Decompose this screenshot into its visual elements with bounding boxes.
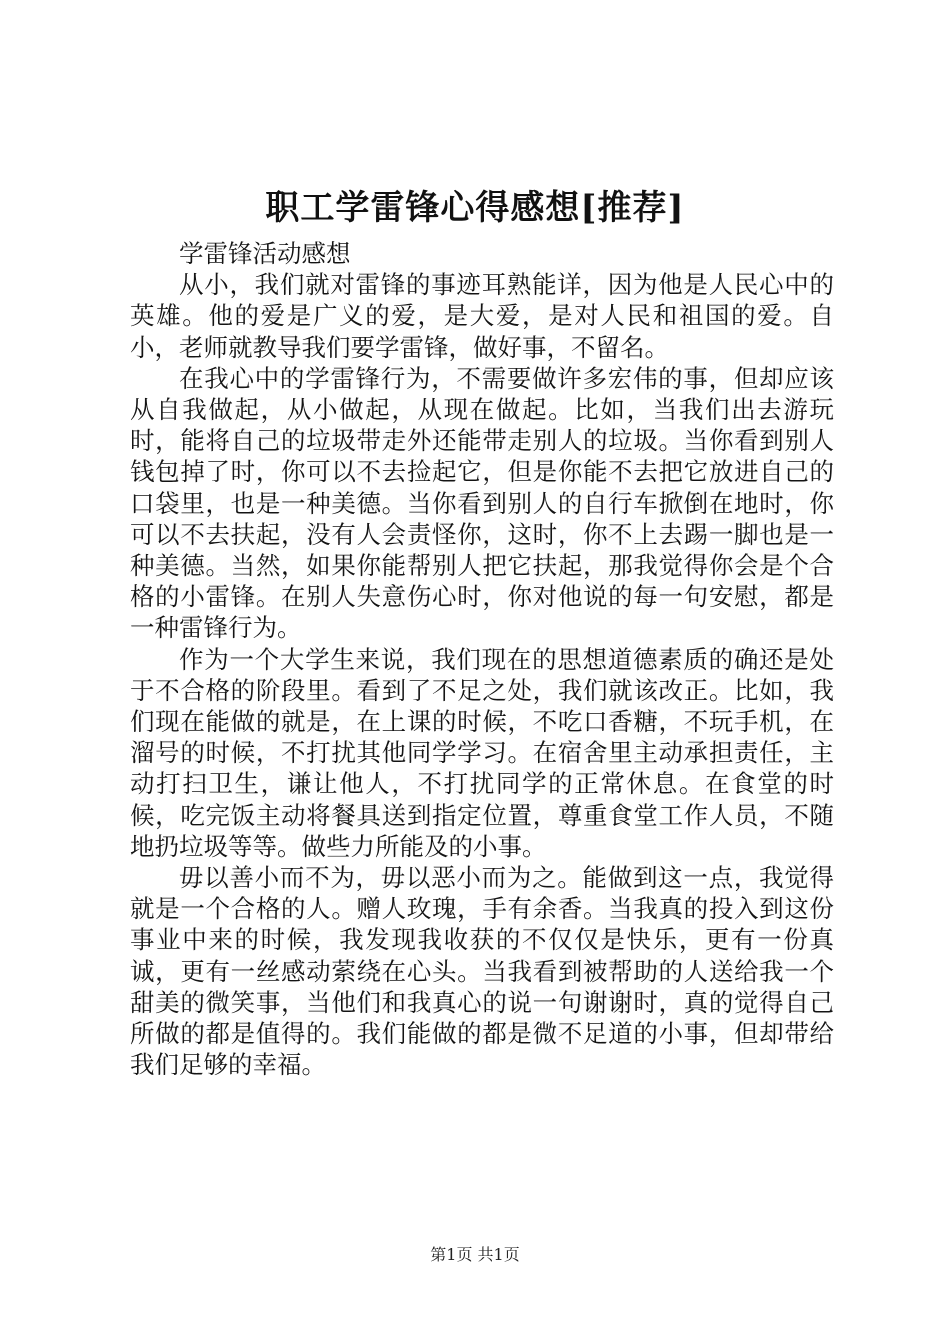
page-footer: 第1页 共1页	[430, 1245, 520, 1264]
document-title: 职工学雷锋心得感想[推荐]	[265, 188, 685, 228]
paragraph: 作为一个大学生来说，我们现在的思想道德素质的确还是处于不合格的阶段里。看到了不足之处，我们就该改正。比如，我们现在能做的就是，在上课的时候，不吃口香糖，不玩手机，在溜号的时候，不打扰其他同学学习。在宿舍里主动承担责任，主动打扫卫生，谦让他人，不打扰同学的正常休息。在食堂的时候，吃完饭主动将餐具送到指定位置，尊重食堂工作人员，不随地扔垃圾等等。做些力所能及的小事。	[130, 644, 834, 861]
paragraph: 从小，我们就对雷锋的事迹耳熟能详，因为他是人民心中的英雄。他的爱是广义的爱，是大爱，是对人民和祖国的爱。自小，老师就教导我们要学雷锋，做好事，不留名。	[130, 270, 834, 362]
document-body	[130, 238, 834, 1080]
paragraph: 在我心中的学雷锋行为，不需要做许多宏伟的事，但却应该从自我做起，从小做起，从现在做起。比如，当我们出去游玩时，能将自己的垃圾带走外还能带走别人的垃圾。当你看到别人钱包掉了时，你可以不去捡起它，但是你能不去把它放进自己的口袋里，也是一种美德。当你看到别人的自行车掀倒在地时，你可以不去扶起，没有人会责怪你，这时，你不上去踢一脚也是一种美德。当然，如果你能帮别人把它扶起，那我觉得你会是个合格的小雷锋。在别人失意伤心时，你对他说的每一句安慰，都是一种雷锋行为。	[130, 363, 834, 643]
paragraph-subtitle: 学雷锋活动感想	[179, 239, 351, 268]
paragraph: 毋以善小而不为，毋以恶小而为之。能做到这一点，我觉得就是一个合格的人。赠人玫瑰，手有余香。当我真的投入到这份事业中来的时候，我发现我收获的不仅仅是快乐，更有一份真诚，更有一丝感动萦绕在心头。当我看到被帮助的人送给我一个甜美的微笑事，当他们和我真心的说一句谢谢时，真的觉得自己所做的都是值得的。我们能做的都是微不足道的小事，但却带给我们足够的幸福。	[130, 863, 834, 1080]
